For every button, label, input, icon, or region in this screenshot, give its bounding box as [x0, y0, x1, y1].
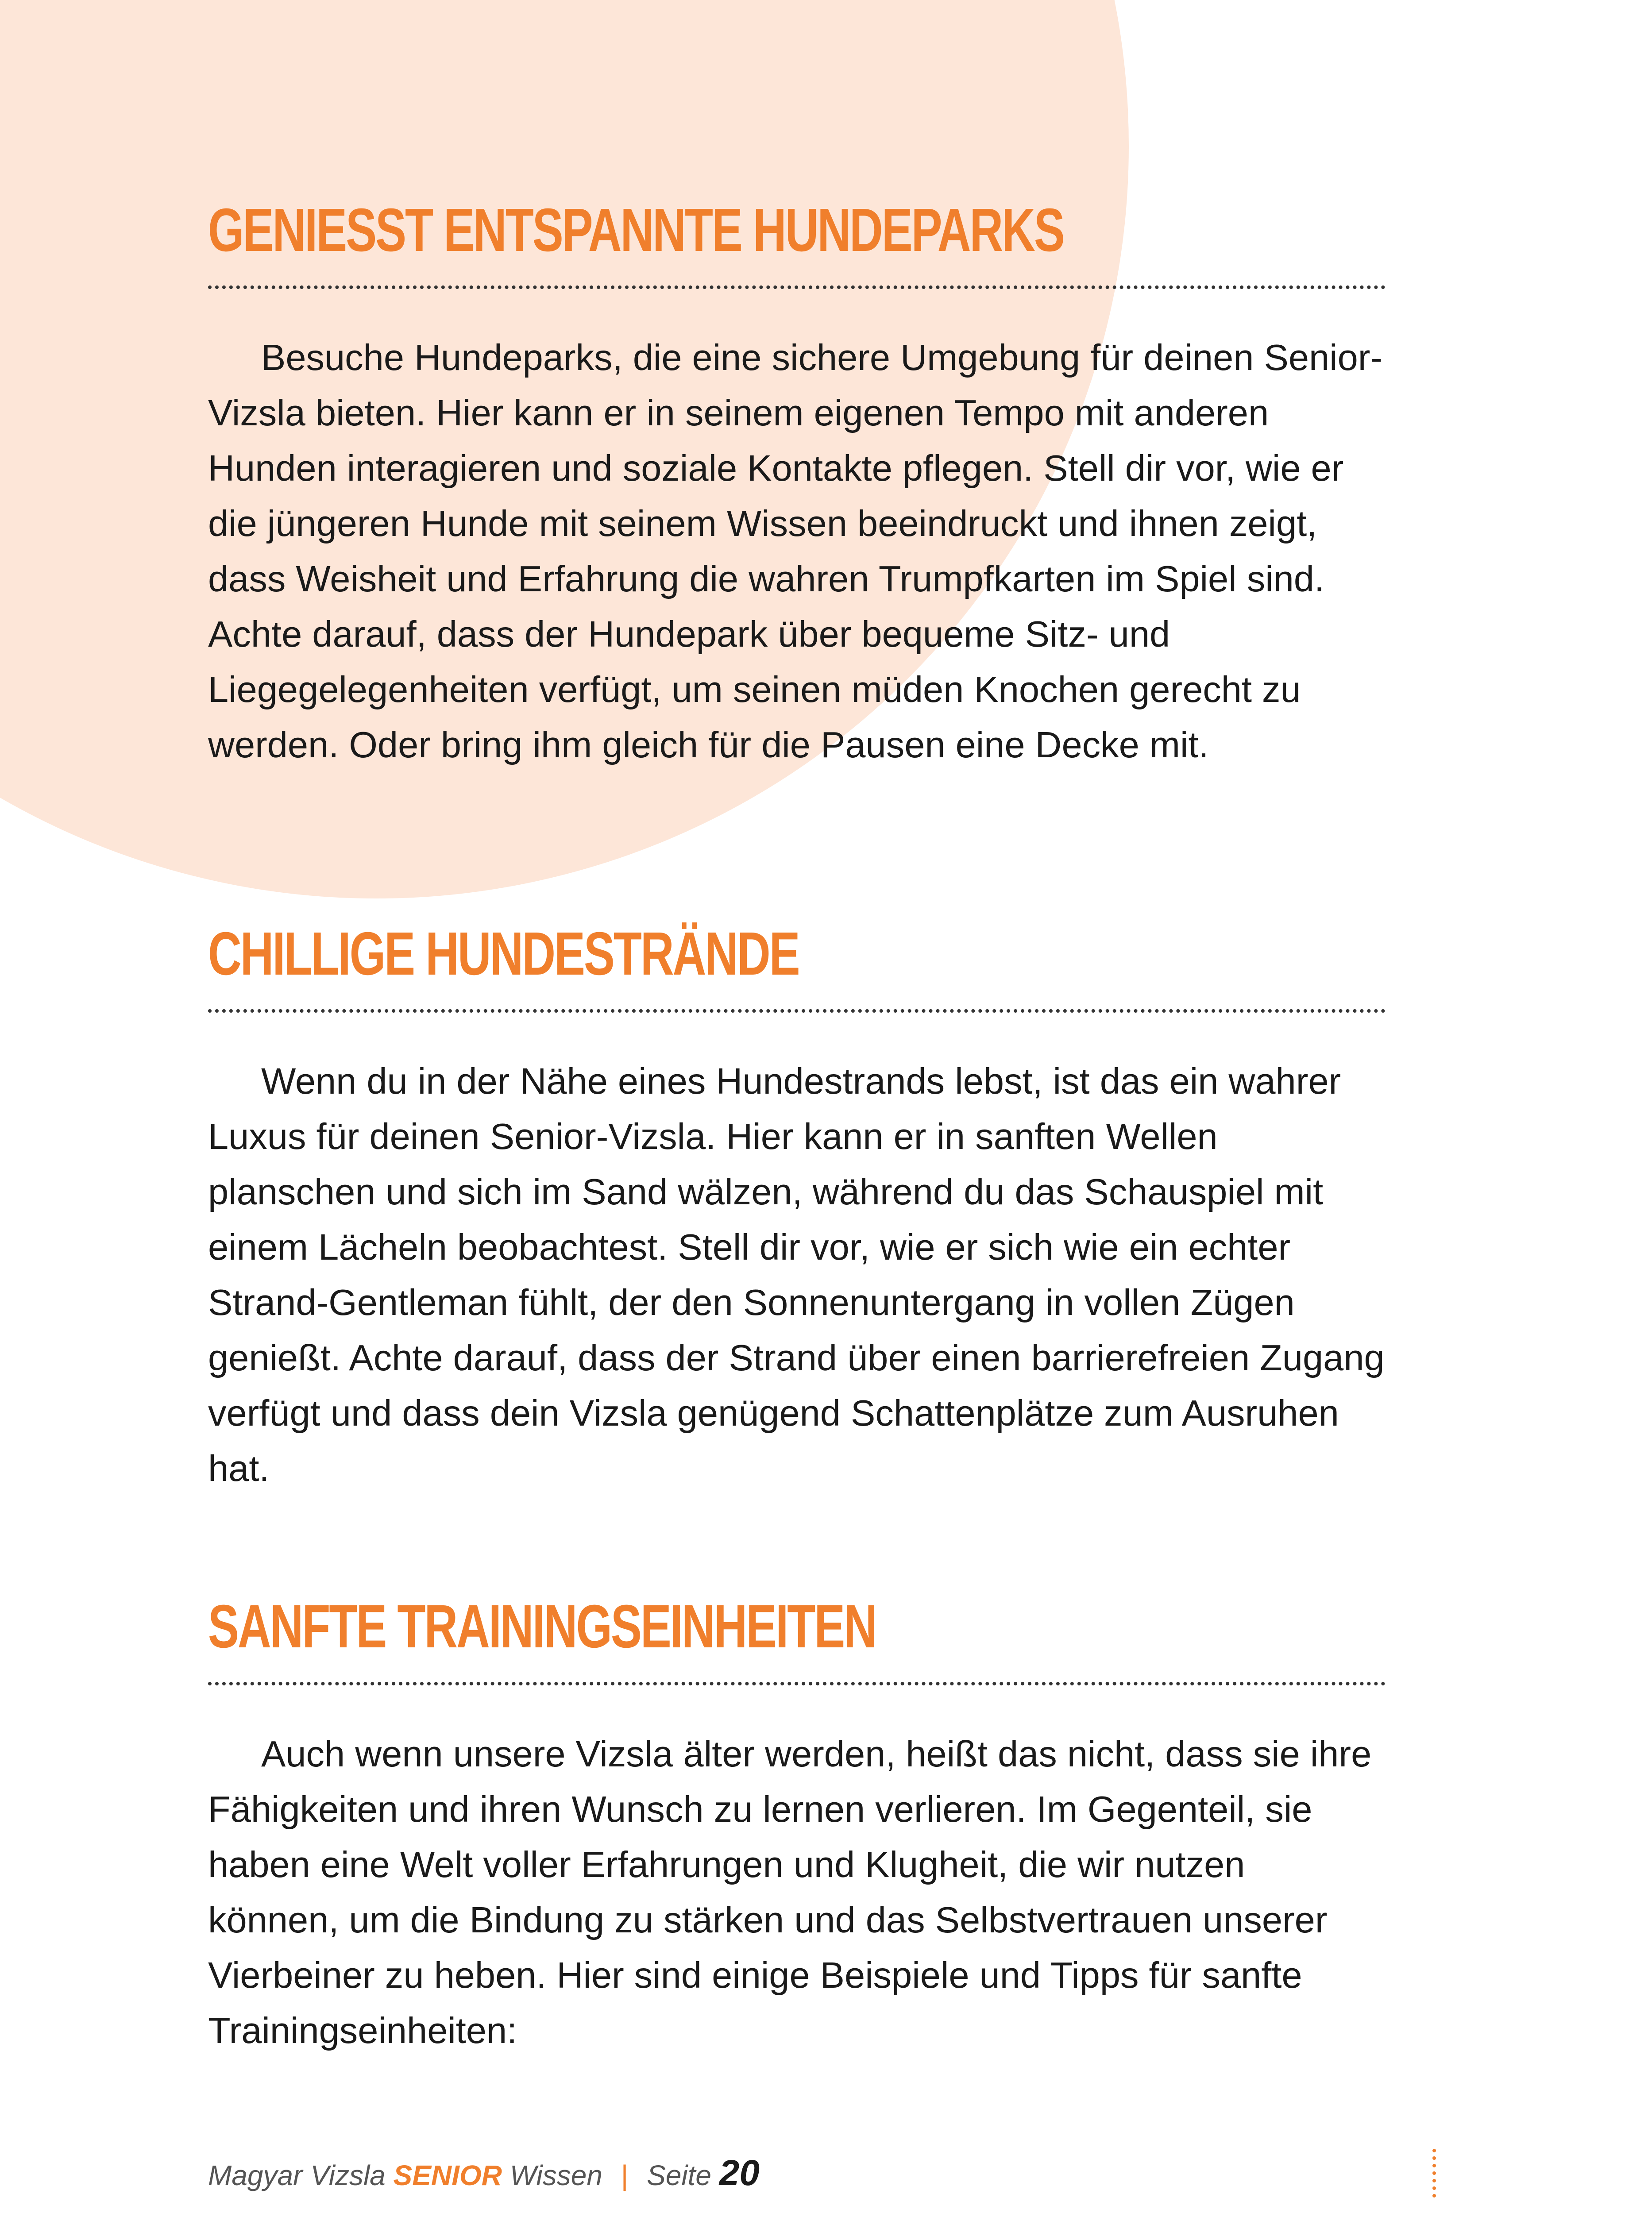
footer-title-accent: SENIOR [393, 2159, 502, 2191]
section-paragraph: Auch wenn unsere Vizsla älter werden, heißt das nicht, dass sie ihre Fähigkeiten und ihren Wunsch zu lernen verlieren. Im Gegenteil, sie haben eine Welt voller Erfahrungen und Klugheit, die wir nutzen können, um die Bindung zu stärken und das Selbstvertrauen unserer Vierbeiner zu heben. Hier sind einige Beispiele und Tipps für sanfte Trainingseinheiten: [208, 1733, 1372, 2051]
section-hundestraende [208, 921, 1386, 1496]
page-footer [208, 2153, 760, 2195]
section-training [208, 1593, 1386, 2058]
dotted-divider [208, 1682, 1386, 1685]
section-paragraph: Wenn du in der Nähe eines Hundestrands lebst, ist das ein wahrer Luxus für deinen Senior-Vizsla. Hier kann er in sanften Wellen planschen und sich im Sand wälzen, während du das Schauspiel mit einem Lächeln beobachtest. Stell dir vor, wie er sich wie ein echter Strand-Gentleman fühlt, der den Sonnenuntergang in vollen Zügen genießt. Achte darauf, dass der Strand über einen barrierefreien Zugang verfügt und dass dein Vizsla genügend Schattenplätze zum Ausruhen hat. [208, 1060, 1385, 1489]
footer-title-post: Wissen [509, 2159, 602, 2191]
page-number: 20 [719, 2153, 760, 2193]
dotted-divider [208, 1009, 1386, 1013]
section-paragraph: Besuche Hundeparks, die eine sichere Umgebung für deinen Senior-Vizsla bieten. Hier kann er in seinem eigenen Tempo mit anderen Hunden interagieren und soziale Kontakte pflegen. Stell dir vor, wie er die jüngeren Hunde mit seinem Wissen beeindruckt und ihnen zeigt, dass Weisheit und Erfahrung die wahren Trumpfkarten im Spiel sind. Achte darauf, dass der Hundepark über bequeme Sitz- und Liegegelegenheiten verfügt, um seinen müden Knochen gerecht zu werden. Oder bring ihm gleich für die Pausen eine Decke mit. [208, 337, 1383, 765]
dotted-divider [208, 285, 1386, 289]
section-heading: CHILLIGE HUNDESTRÄNDE [208, 920, 799, 988]
edge-dotted-marker [1432, 2149, 1436, 2198]
section-heading: GENIESST ENTSPANNTE HUNDEPARKS [208, 196, 1064, 264]
section-heading: SANFTE TRAININGSEINHEITEN [208, 1592, 876, 1661]
section-hundeparks [208, 197, 1386, 772]
footer-title-pre: Magyar Vizsla [208, 2159, 386, 2191]
footer-separator: | [621, 2159, 629, 2191]
footer-page-label: Seite [647, 2159, 711, 2191]
